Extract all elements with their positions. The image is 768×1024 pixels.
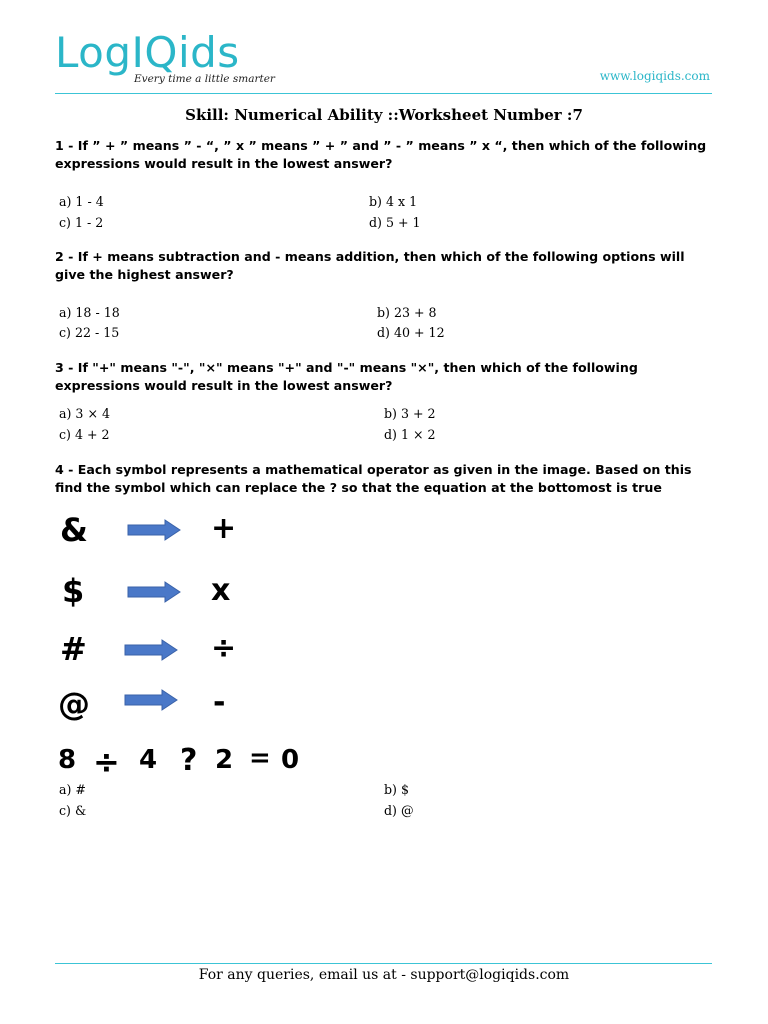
website-link[interactable]: www.logiqids.com (599, 69, 710, 83)
question-4-option-b: b) $ (384, 782, 409, 797)
question-4-text: 4 - Each symbol represents a mathematical operator as given in the image. Based on this find the symbol which can replace the ? so that the equation at the bottomost is true (55, 462, 692, 495)
operator-multiply: x (211, 573, 231, 608)
arrow-right-icon (127, 581, 181, 603)
arrow-right-icon (127, 519, 181, 541)
question-4-option-a: a) # (59, 782, 86, 797)
question-4-option-d: d) @ (384, 803, 414, 818)
symbol-ampersand: & (60, 511, 88, 549)
question-2-text: 2 - If + means subtraction and - means addition, then which of the following options will give the highest answer? (55, 249, 685, 282)
question-1-text: 1 - If ” + ” means ” - “, ” x ” means ” + ” and ” - ” means ” x “, then which of the following expressions would result in the lowest answer? (55, 138, 707, 171)
symbol-dollar: $ (62, 572, 85, 610)
question-2-option-d: d) 40 + 12 (377, 325, 445, 340)
operator-divide: ÷ (211, 631, 237, 666)
equation-term-2: 2 (215, 745, 234, 775)
footer-contact: For any queries, email us at - support@logiqids.com (198, 967, 570, 983)
question-1-option-b: b) 4 x 1 (369, 194, 418, 209)
question-1-option-d: d) 5 + 1 (369, 215, 421, 230)
question-2-option-a: a) 18 - 18 (59, 305, 120, 320)
question-3-option-a: a) 3 × 4 (59, 406, 111, 421)
symbol-at: @ (58, 685, 90, 723)
worksheet-title: Skill: Numerical Ability ::Worksheet Number :7 (185, 106, 583, 124)
operator-plus: + (211, 511, 237, 546)
symbol-mapping-figure (0, 505, 768, 785)
question-2-option-c: c) 22 - 15 (59, 325, 120, 340)
equation-unknown-operator: ? (180, 743, 198, 778)
operator-minus: - (213, 685, 226, 720)
equation-divide: ÷ (93, 743, 120, 781)
question-1-option-a: a) 1 - 4 (59, 194, 104, 209)
arrow-right-icon (124, 689, 178, 711)
question-3-option-b: b) 3 + 2 (384, 406, 436, 421)
symbol-hash: # (60, 630, 87, 668)
logo-tagline: Every time a little smarter (134, 73, 275, 85)
header-divider (55, 93, 712, 94)
equation-equals: = (249, 743, 271, 773)
question-3-option-c: c) 4 + 2 (59, 427, 110, 442)
equation-term-4: 4 (139, 745, 158, 775)
equation-result-0: 0 (281, 745, 300, 775)
question-2-option-b: b) 23 + 8 (377, 305, 437, 320)
question-1-option-c: c) 1 - 2 (59, 215, 104, 230)
arrow-right-icon (124, 639, 178, 661)
question-3-text: 3 - If "+" means "-", "×" means "+" and "-" means "×", then which of the following expressions would result in the lowest answer? (55, 360, 638, 393)
logiqids-logo: LogIQids (55, 28, 240, 77)
footer-divider (55, 963, 712, 964)
question-3-option-d: d) 1 × 2 (384, 427, 436, 442)
equation-term-8: 8 (58, 745, 77, 775)
question-4-option-c: c) & (59, 803, 87, 818)
